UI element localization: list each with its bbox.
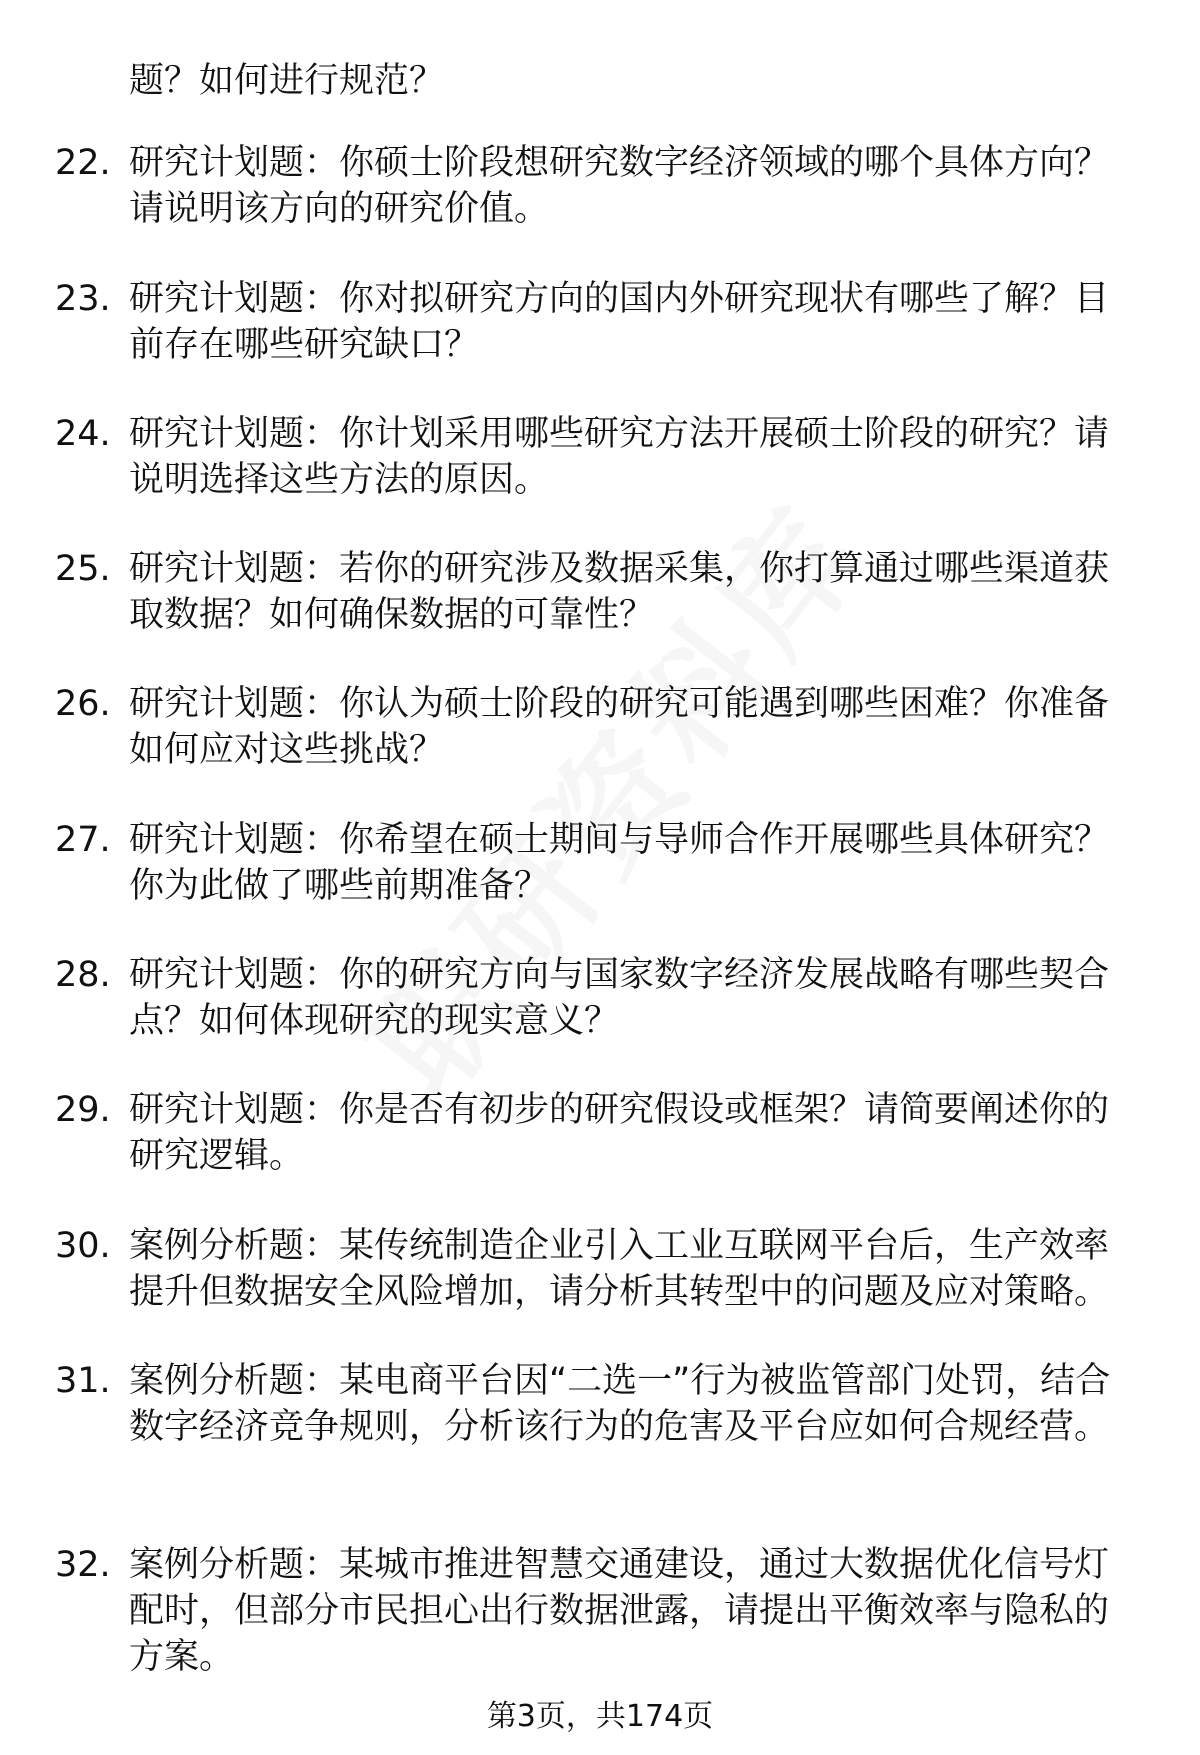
question-item [55,140,1145,232]
question-item [55,411,1145,503]
question-text: 研究计划题：你是否有初步的研究假设或框架？请简要阐述你的研究逻辑。 [129,1090,1110,1176]
question-text: 研究计划题：你对拟研究方向的国内外研究现状有哪些了解？目前存在哪些研究缺口？ [129,279,1110,365]
question-item [55,1542,1145,1680]
question-number: 24. [55,414,111,454]
question-number: 29. [55,1090,111,1130]
question-text: 研究计划题：你认为硕士阶段的研究可能遇到哪些困难？你准备如何应对这些挑战？ [129,684,1110,770]
question-text: 研究计划题：你计划采用哪些研究方法开展硕士阶段的研究？请说明选择这些方法的原因。 [129,414,1110,500]
question-text: 研究计划题：若你的研究涉及数据采集，你打算通过哪些渠道获取数据？如何确保数据的可靠性？ [129,549,1110,635]
question-text: 研究计划题：你硕士阶段想研究数字经济领域的哪个具体方向？请说明该方向的研究价值。 [129,143,1110,229]
question-text: 案例分析题：某城市推进智慧交通建设，通过大数据优化信号灯配时，但部分市民担心出行数据泄露，请提出平衡效率与隐私的方案。 [129,1545,1110,1677]
question-number: 31. [55,1361,111,1401]
question-number: 32. [55,1545,111,1585]
question-item [55,952,1145,1044]
question-text: 案例分析题：某电商平台因“二选一”行为被监管部门处罚，结合数字经济竞争规则，分析该行为的危害及平台应如何合规经营。 [129,1361,1111,1447]
question-number: 27. [55,820,111,860]
question-number: 30. [55,1226,111,1266]
page-footer: 第3页，共174页 [486,1699,714,1734]
question-number: 25. [55,549,111,589]
continuation-text: 题？如何进行规范？ [129,61,445,101]
question-number: 26. [55,684,111,724]
question-item [55,546,1145,638]
question-text: 研究计划题：你希望在硕士期间与导师合作开展哪些具体研究？你为此做了哪些前期准备？ [129,820,1110,906]
question-item [55,276,1145,368]
question-item [55,817,1145,909]
question-item [55,1087,1145,1179]
question-number: 23. [55,279,111,319]
question-number: 28. [55,955,111,995]
question-item [55,1358,1145,1450]
question-item [55,681,1145,773]
question-text: 研究计划题：你的研究方向与国家数字经济发展战略有哪些契合点？如何体现研究的现实意义？ [129,955,1110,1041]
question-number: 22. [55,143,111,183]
question-item [55,1223,1145,1315]
question-text: 案例分析题：某传统制造企业引入工业互联网平台后，生产效率提升但数据安全风险增加，请分析其转型中的问题及应对策略。 [129,1226,1110,1312]
